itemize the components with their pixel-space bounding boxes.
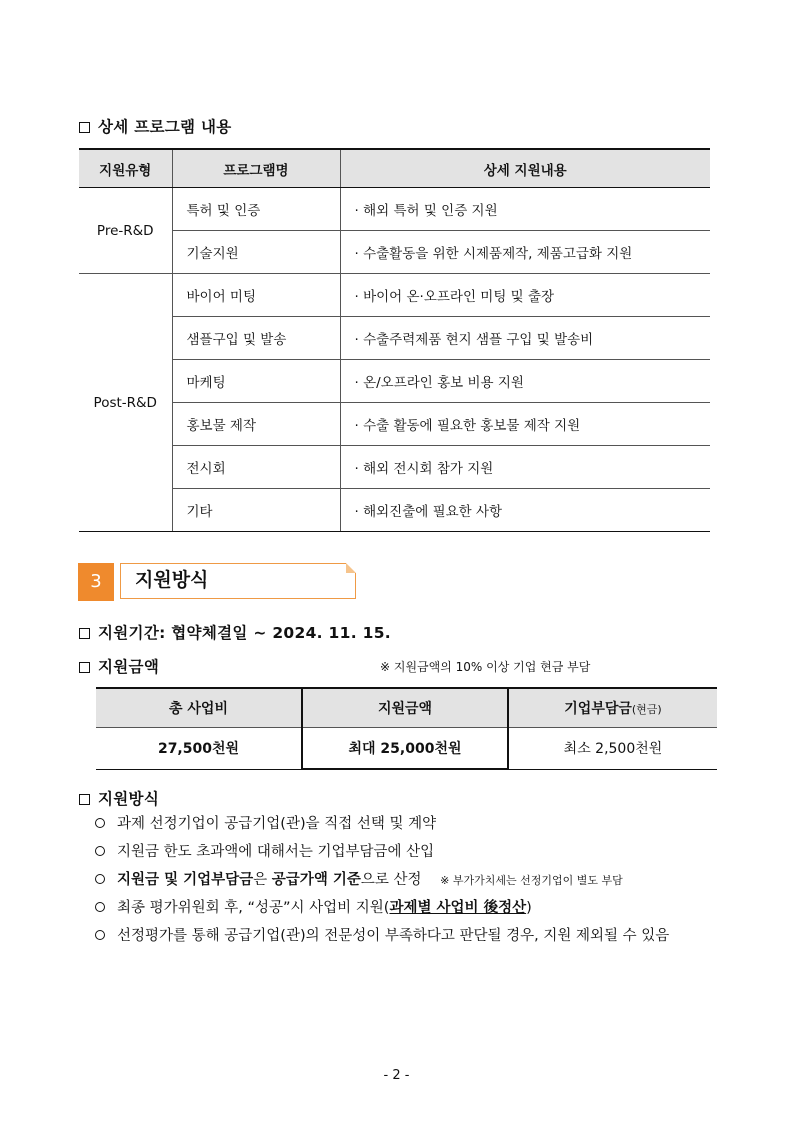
table-row <box>79 446 710 489</box>
method-heading: 지원방식 <box>79 787 159 809</box>
program-name-cell: 바이어 미팅 <box>172 274 340 317</box>
support-amount-header: 지원금액 <box>302 688 508 728</box>
list-item: 과제 선정기업이 공급기업(관)을 직접 선택 및 계약 <box>95 812 436 833</box>
table-row <box>79 360 710 403</box>
amount-heading: 지원금액 <box>79 655 159 677</box>
circle-bullet-icon <box>95 930 105 940</box>
program-name-cell: 특허 및 인증 <box>172 188 340 231</box>
program-desc-cell: · 바이어 온·오프라인 미팅 및 출장 <box>340 274 710 317</box>
table-row <box>79 317 710 360</box>
circle-bullet-icon <box>95 874 105 884</box>
table-header-type: 지원유형 <box>79 149 172 188</box>
checkbox-square-icon <box>79 662 90 673</box>
program-name-cell: 기타 <box>172 489 340 532</box>
circle-bullet-icon <box>95 818 105 828</box>
amount-table <box>96 687 717 770</box>
circle-bullet-icon <box>95 846 105 856</box>
program-table <box>79 148 710 532</box>
program-desc-cell: · 해외 특허 및 인증 지원 <box>340 188 710 231</box>
period-heading: 지원기간: 협약체결일 ~ 2024. 11. 15. <box>79 621 391 643</box>
table-row <box>79 188 710 231</box>
circle-bullet-icon <box>95 902 105 912</box>
checkbox-square-icon <box>79 794 90 805</box>
amount-note: ※ 지원금액의 10% 이상 기업 현금 부담 <box>380 660 591 674</box>
program-desc-cell: · 수출주력제품 현지 샘플 구입 및 발송비 <box>340 317 710 360</box>
table-row <box>96 728 717 770</box>
list-item: 선정평가를 통해 공급기업(관)의 전문성이 부족하다고 판단될 경우, 지원 제외될 수 있음 <box>95 924 669 945</box>
program-name-cell: 홍보물 제작 <box>172 403 340 446</box>
table-row <box>79 403 710 446</box>
program-name-cell: 기술지원 <box>172 231 340 274</box>
type-cell: Pre-R&D <box>79 188 172 274</box>
support-amount-value: 최대 25,000천원 <box>302 728 508 770</box>
type-cell: Post-R&D <box>79 274 172 532</box>
section-title: 지원방식 <box>135 569 209 591</box>
table-row <box>79 274 710 317</box>
corner-fold-icon <box>346 563 356 573</box>
total-cost-value: 27,500천원 <box>96 728 302 770</box>
checkbox-square-icon <box>79 122 90 133</box>
table-row <box>79 231 710 274</box>
program-desc-cell: · 수출 활동에 필요한 홍보물 제작 지원 <box>340 403 710 446</box>
program-name-cell: 샘플구입 및 발송 <box>172 317 340 360</box>
vat-note: ※ 부가가치세는 선정기업이 별도 부담 <box>440 874 623 887</box>
company-share-header: 기업부담금(현금) <box>508 688 717 728</box>
company-share-value: 최소 2,500천원 <box>508 728 717 770</box>
program-desc-cell: · 수출활동을 위한 시제품제작, 제품고급화 지원 <box>340 231 710 274</box>
list-item: 지원금 및 기업부담금은 공급가액 기준으로 산정 ※ 부가가치세는 선정기업이 별도 부담 <box>95 868 623 889</box>
program-name-cell: 전시회 <box>172 446 340 489</box>
detail-section-heading: 상세 프로그램 내용 <box>79 115 232 137</box>
list-item: 최종 평가위원회 후, “성공”시 사업비 지원(과제별 사업비 後정산) <box>95 896 532 917</box>
program-desc-cell: · 온/오프라인 홍보 비용 지원 <box>340 360 710 403</box>
program-desc-cell: · 해외진출에 필요한 사항 <box>340 489 710 532</box>
total-cost-header: 총 사업비 <box>96 688 302 728</box>
list-item: 지원금 한도 초과액에 대해서는 기업부담금에 산입 <box>95 840 434 861</box>
table-header-program: 프로그램명 <box>172 149 340 188</box>
program-desc-cell: · 해외 전시회 참가 지원 <box>340 446 710 489</box>
section-title-box <box>120 563 356 599</box>
page-number: - 2 - <box>383 1068 410 1083</box>
section-number-badge: 3 <box>78 563 114 601</box>
checkbox-square-icon <box>79 628 90 639</box>
table-header-detail: 상세 지원내용 <box>340 149 710 188</box>
table-row <box>79 489 710 532</box>
program-name-cell: 마케팅 <box>172 360 340 403</box>
